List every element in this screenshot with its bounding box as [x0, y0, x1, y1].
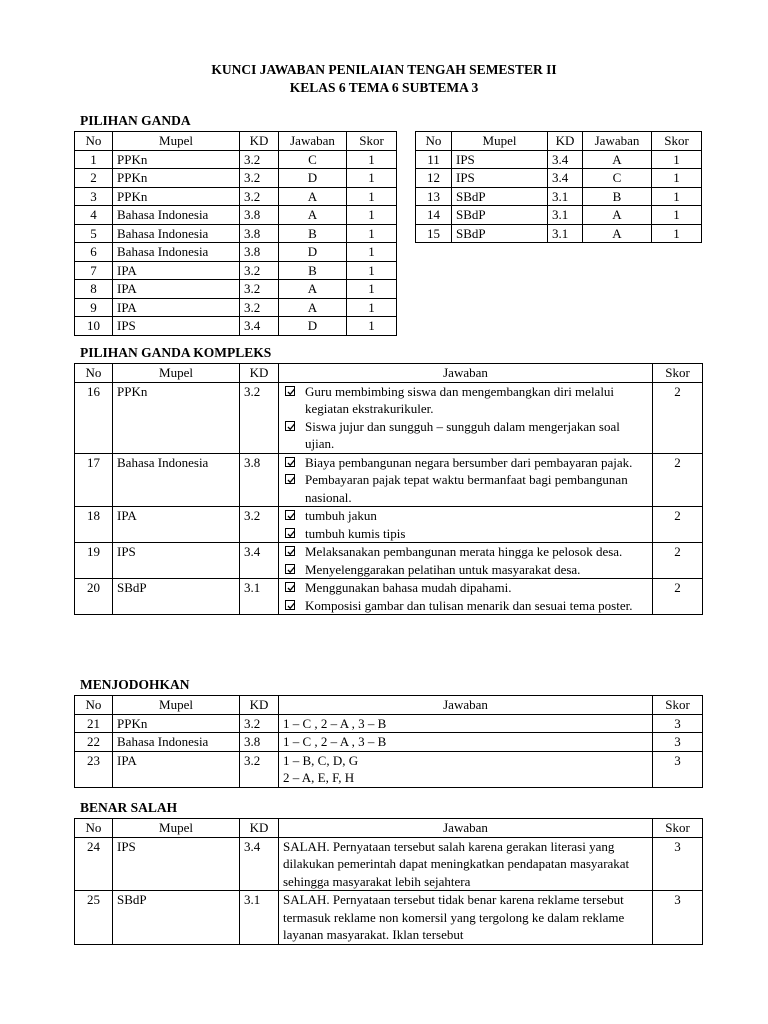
header-no: No	[75, 819, 113, 838]
answer-item	[283, 525, 648, 543]
table-header-row	[75, 132, 397, 151]
cell-jawaban: A	[279, 206, 347, 225]
answer-text: tumbuh jakun	[305, 508, 377, 523]
answer-item	[283, 454, 648, 472]
table-row	[75, 187, 397, 206]
cell-no: 1	[75, 150, 113, 169]
answer-item	[283, 471, 648, 506]
cell-no: 11	[416, 150, 452, 169]
header-jawaban: Jawaban	[583, 132, 652, 151]
table-row	[416, 206, 702, 225]
answer-list	[283, 543, 648, 578]
cell-jawaban: B	[279, 224, 347, 243]
answer-text: Biaya pembangunan negara bersumber dari pembayaran pajak.	[305, 454, 633, 470]
cell-no: 12	[416, 169, 452, 188]
table-header-row	[75, 696, 703, 715]
answer-list	[283, 383, 648, 453]
cell-skor: 3	[653, 733, 703, 752]
cell-kd: 3.4	[240, 317, 279, 336]
answer-item	[283, 561, 648, 579]
table-row	[75, 733, 703, 752]
header-kd: KD	[240, 364, 279, 383]
checked-box-icon	[285, 582, 295, 592]
table-row	[75, 714, 703, 733]
cell-kd: 3.1	[548, 187, 583, 206]
header-skor: Skor	[347, 132, 397, 151]
cell-kd: 3.2	[240, 298, 279, 317]
checked-box-icon	[285, 510, 295, 520]
cell-kd: 3.2	[240, 150, 279, 169]
cell-no: 9	[75, 298, 113, 317]
cell-jawaban: SALAH. Pernyataan tersebut tidak benar karena reklame tersebut termasuk reklame non komersil yang tergolong ke dalam reklame layanan masyarakat. Iklan tersebut	[279, 891, 653, 945]
answer-item	[283, 383, 648, 418]
cell-jawaban	[279, 714, 653, 733]
answer-item	[283, 507, 648, 525]
answer-line: 1 – B, C, D, G	[283, 752, 359, 768]
pilihan-ganda-table-right	[415, 131, 702, 243]
cell-mupel: PPKn	[113, 150, 240, 169]
checked-box-icon	[285, 421, 295, 431]
cell-mupel: SBdP	[452, 224, 548, 243]
cell-no: 14	[416, 206, 452, 225]
cell-mupel: IPA	[113, 261, 240, 280]
cell-kd: 3.2	[240, 280, 279, 299]
header-no: No	[416, 132, 452, 151]
cell-mupel: PPKn	[113, 714, 240, 733]
answer-item	[283, 579, 648, 597]
pilihan-ganda-kompleks-table	[74, 363, 703, 615]
cell-kd: 3.4	[240, 543, 279, 579]
cell-kd: 3.2	[240, 382, 279, 453]
cell-kd: 3.2	[240, 187, 279, 206]
cell-kd: 3.1	[548, 224, 583, 243]
cell-jawaban	[279, 579, 653, 615]
cell-no: 13	[416, 187, 452, 206]
answer-list	[283, 579, 648, 614]
cell-jawaban: A	[279, 298, 347, 317]
cell-mupel: Bahasa Indonesia	[113, 224, 240, 243]
cell-no: 22	[75, 733, 113, 752]
header-kd: KD	[240, 696, 279, 715]
cell-skor: 1	[347, 261, 397, 280]
cell-skor: 1	[652, 206, 702, 225]
cell-skor: 2	[653, 543, 703, 579]
table-row	[75, 382, 703, 453]
cell-kd: 3.4	[548, 150, 583, 169]
table-row	[75, 453, 703, 507]
cell-mupel: Bahasa Indonesia	[113, 206, 240, 225]
checked-box-icon	[285, 528, 295, 538]
cell-no: 19	[75, 543, 113, 579]
table-row	[75, 298, 397, 317]
cell-skor: 1	[347, 243, 397, 262]
cell-jawaban	[279, 733, 653, 752]
cell-skor: 3	[653, 891, 703, 945]
cell-mupel: IPS	[113, 837, 240, 891]
table-row	[75, 579, 703, 615]
answer-text: Menggunakan bahasa mudah dipahami.	[305, 580, 512, 595]
answer-text: Menyelenggarakan pelatihan untuk masyarakat desa.	[305, 561, 581, 577]
header-skor: Skor	[653, 819, 703, 838]
cell-skor: 2	[653, 579, 703, 615]
cell-mupel: SBdP	[452, 187, 548, 206]
answer-line: 2 – A, E, F, H	[283, 770, 355, 785]
table-row	[416, 187, 702, 206]
cell-no: 23	[75, 751, 113, 787]
cell-jawaban: SALAH. Pernyataan tersebut salah karena gerakan literasi yang dilakukan pemerintah dapat meningkatkan pendapatan masyarakat sehingga masyarakat lebih sejahtera	[279, 837, 653, 891]
cell-jawaban: B	[279, 261, 347, 280]
cell-skor: 1	[347, 280, 397, 299]
cell-jawaban	[279, 507, 653, 543]
cell-kd: 3.4	[548, 169, 583, 188]
cell-no: 4	[75, 206, 113, 225]
answer-text: Pembayaran pajak tepat waktu bermanfaat bagi pembangunan nasional.	[305, 472, 628, 505]
table-row	[75, 150, 397, 169]
cell-mupel: PPKn	[113, 382, 240, 453]
cell-skor: 2	[653, 453, 703, 507]
cell-mupel: PPKn	[113, 169, 240, 188]
header-skor: Skor	[653, 364, 703, 383]
cell-skor: 3	[653, 714, 703, 733]
cell-mupel: Bahasa Indonesia	[113, 453, 240, 507]
menjodohkan-table	[74, 695, 703, 788]
cell-skor: 1	[347, 298, 397, 317]
cell-skor: 1	[652, 150, 702, 169]
cell-mupel: IPA	[113, 507, 240, 543]
table-header-row	[416, 132, 702, 151]
cell-mupel: SBdP	[452, 206, 548, 225]
cell-kd: 3.8	[240, 243, 279, 262]
cell-skor: 1	[347, 317, 397, 336]
cell-mupel: IPA	[113, 298, 240, 317]
cell-jawaban	[279, 382, 653, 453]
header-mupel: Mupel	[113, 364, 240, 383]
table-header-row	[75, 364, 703, 383]
cell-no: 2	[75, 169, 113, 188]
cell-jawaban: A	[583, 224, 652, 243]
table-row	[416, 169, 702, 188]
header-skor: Skor	[653, 696, 703, 715]
cell-no: 24	[75, 837, 113, 891]
cell-jawaban: D	[279, 243, 347, 262]
header-no: No	[75, 696, 113, 715]
table-row	[75, 224, 397, 243]
table-row	[75, 891, 703, 945]
cell-mupel: SBdP	[113, 891, 240, 945]
cell-no: 16	[75, 382, 113, 453]
table-row	[75, 507, 703, 543]
cell-no: 7	[75, 261, 113, 280]
checked-box-icon	[285, 474, 295, 484]
checked-box-icon	[285, 546, 295, 556]
cell-skor: 1	[347, 150, 397, 169]
answer-text: tumbuh kumis tipis	[305, 525, 406, 541]
table-row	[75, 280, 397, 299]
cell-skor: 3	[653, 751, 703, 787]
cell-no: 21	[75, 714, 113, 733]
cell-mupel: IPS	[113, 317, 240, 336]
document-title: KUNCI JAWABAN PENILAIAN TENGAH SEMESTER II	[211, 62, 557, 77]
cell-kd: 3.8	[240, 206, 279, 225]
cell-skor: 3	[653, 837, 703, 891]
header-kd: KD	[240, 819, 279, 838]
table-row	[75, 261, 397, 280]
header-jawaban: Jawaban	[279, 696, 653, 715]
cell-mupel: IPA	[113, 751, 240, 787]
answer-text: Guru membimbing siswa dan mengembangkan diri melalui kegiatan ekstrakurikuler.	[305, 383, 615, 416]
cell-jawaban: A	[279, 280, 347, 299]
cell-kd: 3.2	[240, 261, 279, 280]
cell-mupel: IPS	[113, 543, 240, 579]
cell-no: 20	[75, 579, 113, 615]
cell-kd: 3.1	[240, 891, 279, 945]
cell-no: 10	[75, 317, 113, 336]
answer-list	[283, 454, 648, 507]
checked-box-icon	[285, 457, 295, 467]
answer-line: 1 – C , 2 – A , 3 – B	[283, 715, 387, 731]
cell-mupel: IPS	[452, 150, 548, 169]
header-no: No	[75, 364, 113, 383]
cell-jawaban: A	[583, 206, 652, 225]
answer-text: Komposisi gambar dan tulisan menarik dan sesuai tema poster.	[305, 597, 633, 613]
section-heading-pilihan-ganda-kompleks: PILIHAN GANDA KOMPLEKS	[80, 345, 272, 360]
header-no: No	[75, 132, 113, 151]
header-mupel: Mupel	[113, 132, 240, 151]
table-row	[75, 543, 703, 579]
pilihan-ganda-table-left	[74, 131, 397, 336]
cell-kd: 3.1	[548, 206, 583, 225]
answer-item	[283, 597, 648, 615]
section-heading-benar-salah: BENAR SALAH	[80, 800, 178, 815]
header-skor: Skor	[652, 132, 702, 151]
cell-skor: 1	[652, 187, 702, 206]
answer-list	[283, 507, 648, 542]
answer-text: Melaksanakan pembangunan merata hingga ke pelosok desa.	[305, 544, 623, 559]
cell-jawaban	[279, 453, 653, 507]
cell-mupel: Bahasa Indonesia	[113, 243, 240, 262]
header-mupel: Mupel	[113, 819, 240, 838]
cell-jawaban	[279, 543, 653, 579]
answer-line: 1 – C , 2 – A , 3 – B	[283, 734, 387, 749]
table-row	[75, 317, 397, 336]
cell-mupel: SBdP	[113, 579, 240, 615]
cell-mupel: Bahasa Indonesia	[113, 733, 240, 752]
cell-jawaban: A	[583, 150, 652, 169]
benar-salah-table	[74, 818, 703, 945]
cell-skor: 1	[347, 206, 397, 225]
cell-skor: 1	[652, 169, 702, 188]
table-row	[75, 243, 397, 262]
answer-item	[283, 418, 648, 453]
cell-no: 17	[75, 453, 113, 507]
cell-no: 25	[75, 891, 113, 945]
table-row	[416, 150, 702, 169]
cell-jawaban: B	[583, 187, 652, 206]
cell-skor: 2	[653, 382, 703, 453]
table-row	[416, 224, 702, 243]
table-header-row	[75, 819, 703, 838]
cell-jawaban: C	[279, 150, 347, 169]
header-kd: KD	[548, 132, 583, 151]
cell-kd: 3.4	[240, 837, 279, 891]
cell-kd: 3.8	[240, 224, 279, 243]
cell-kd: 3.2	[240, 507, 279, 543]
header-mupel: Mupel	[452, 132, 548, 151]
cell-jawaban: D	[279, 169, 347, 188]
checked-box-icon	[285, 564, 295, 574]
cell-kd: 3.8	[240, 453, 279, 507]
header-jawaban: Jawaban	[279, 819, 653, 838]
cell-jawaban: A	[279, 187, 347, 206]
cell-jawaban	[279, 751, 653, 787]
table-row	[75, 837, 703, 891]
cell-skor: 1	[347, 169, 397, 188]
cell-kd: 3.2	[240, 751, 279, 787]
cell-skor: 2	[653, 507, 703, 543]
cell-no: 15	[416, 224, 452, 243]
table-row	[75, 206, 397, 225]
cell-no: 18	[75, 507, 113, 543]
cell-mupel: IPS	[452, 169, 548, 188]
cell-mupel: IPA	[113, 280, 240, 299]
cell-no: 3	[75, 187, 113, 206]
cell-mupel: PPKn	[113, 187, 240, 206]
cell-skor: 1	[652, 224, 702, 243]
checked-box-icon	[285, 600, 295, 610]
cell-jawaban: D	[279, 317, 347, 336]
checked-box-icon	[285, 386, 295, 396]
section-heading-menjodohkan: MENJODOHKAN	[80, 677, 190, 692]
cell-jawaban: C	[583, 169, 652, 188]
cell-kd: 3.1	[240, 579, 279, 615]
answer-text: Siswa jujur dan sungguh – sungguh dalam mengerjakan soal ujian.	[305, 418, 620, 451]
table-row	[75, 169, 397, 188]
cell-kd: 3.2	[240, 169, 279, 188]
answer-item	[283, 543, 648, 561]
header-jawaban: Jawaban	[279, 132, 347, 151]
cell-kd: 3.2	[240, 714, 279, 733]
cell-skor: 1	[347, 224, 397, 243]
section-heading-pilihan-ganda: PILIHAN GANDA	[80, 113, 191, 128]
cell-skor: 1	[347, 187, 397, 206]
header-kd: KD	[240, 132, 279, 151]
cell-no: 5	[75, 224, 113, 243]
cell-no: 8	[75, 280, 113, 299]
document-subtitle: KELAS 6 TEMA 6 SUBTEMA 3	[289, 80, 479, 95]
header-mupel: Mupel	[113, 696, 240, 715]
table-row	[75, 751, 703, 787]
cell-no: 6	[75, 243, 113, 262]
cell-kd: 3.8	[240, 733, 279, 752]
header-jawaban: Jawaban	[279, 364, 653, 383]
